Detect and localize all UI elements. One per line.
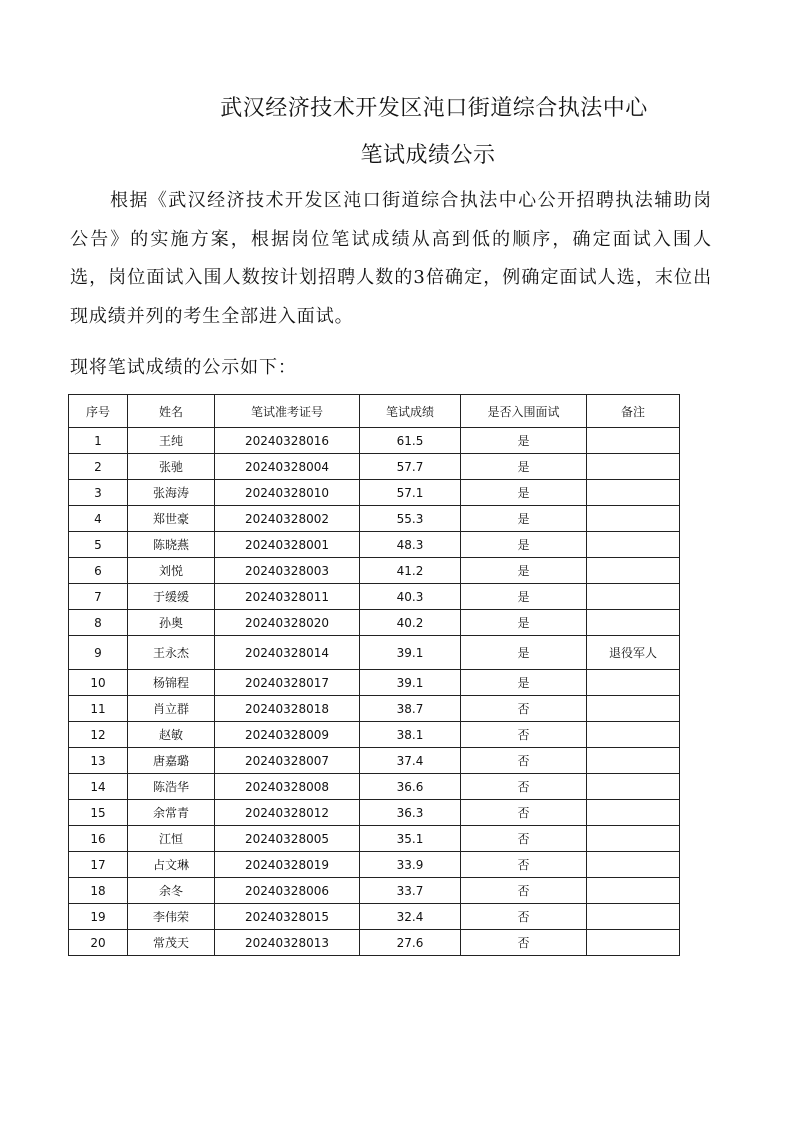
candidate-name-cell: 肖立群 xyxy=(128,696,215,722)
remark-cell xyxy=(587,930,680,956)
score-table xyxy=(68,394,680,956)
written-score-cell: 35.1 xyxy=(360,826,461,852)
header-cell: 笔试准考证号 xyxy=(215,395,360,428)
exam-ticket-number-cell: 20240328020 xyxy=(215,610,360,636)
interview-qualified-cell: 是 xyxy=(461,532,587,558)
exam-ticket-number-cell: 20240328002 xyxy=(215,506,360,532)
written-score-cell: 55.3 xyxy=(360,506,461,532)
exam-ticket-number-cell: 20240328015 xyxy=(215,904,360,930)
remark-cell xyxy=(587,532,680,558)
table-row xyxy=(69,454,680,480)
announcement-paragraph: 根据《武汉经济技术开发区沌口街道综合执法中心公开招聘执法辅助岗公告》的实施方案，根据岗位笔试成绩从高到低的顺序，确定面试入围人选，岗位面试入围人数按计划招聘人数的3倍确定，例确定面试人选，末位出现成绩并列的考生全部进入面试。 xyxy=(70,190,712,327)
candidate-name-cell: 王纯 xyxy=(128,428,215,454)
row-number-cell: 12 xyxy=(69,722,128,748)
interview-qualified-cell: 否 xyxy=(461,930,587,956)
written-score-cell: 39.1 xyxy=(360,670,461,696)
remark-cell xyxy=(587,558,680,584)
remark-cell xyxy=(587,670,680,696)
interview-qualified-cell: 否 xyxy=(461,800,587,826)
interview-qualified-cell: 是 xyxy=(461,558,587,584)
table-row xyxy=(69,506,680,532)
row-number-cell: 14 xyxy=(69,774,128,800)
exam-ticket-number-cell: 20240328001 xyxy=(215,532,360,558)
header-cell: 备注 xyxy=(587,395,680,428)
interview-qualified-cell: 否 xyxy=(461,696,587,722)
document-title: 武汉经济技术开发区沌口街道综合执法中心 xyxy=(220,96,648,121)
exam-ticket-number-cell: 20240328014 xyxy=(215,636,360,670)
table-row xyxy=(69,800,680,826)
candidate-name-cell: 张驰 xyxy=(128,454,215,480)
table-row xyxy=(69,532,680,558)
written-score-cell: 38.7 xyxy=(360,696,461,722)
written-score-cell: 57.1 xyxy=(360,480,461,506)
candidate-name-cell: 孙奥 xyxy=(128,610,215,636)
remark-cell xyxy=(587,878,680,904)
remark-cell xyxy=(587,904,680,930)
candidate-name-cell: 杨锦程 xyxy=(128,670,215,696)
row-number-cell: 5 xyxy=(69,532,128,558)
interview-qualified-cell: 否 xyxy=(461,722,587,748)
remark-cell xyxy=(587,610,680,636)
row-number-cell: 4 xyxy=(69,506,128,532)
written-score-cell: 37.4 xyxy=(360,748,461,774)
table-row xyxy=(69,878,680,904)
table-row xyxy=(69,748,680,774)
row-number-cell: 2 xyxy=(69,454,128,480)
interview-qualified-cell: 是 xyxy=(461,636,587,670)
row-number-cell: 9 xyxy=(69,636,128,670)
interview-qualified-cell: 是 xyxy=(461,670,587,696)
interview-qualified-cell: 是 xyxy=(461,610,587,636)
written-score-cell: 40.3 xyxy=(360,584,461,610)
written-score-cell: 57.7 xyxy=(360,454,461,480)
interview-qualified-cell: 否 xyxy=(461,878,587,904)
written-score-cell: 36.6 xyxy=(360,774,461,800)
table-row xyxy=(69,428,680,454)
written-score-cell: 32.4 xyxy=(360,904,461,930)
exam-ticket-number-cell: 20240328007 xyxy=(215,748,360,774)
row-number-cell: 20 xyxy=(69,930,128,956)
written-score-cell: 33.7 xyxy=(360,878,461,904)
exam-ticket-number-cell: 20240328006 xyxy=(215,878,360,904)
written-score-cell: 61.5 xyxy=(360,428,461,454)
table-row xyxy=(69,636,680,670)
exam-ticket-number-cell: 20240328009 xyxy=(215,722,360,748)
interview-qualified-cell: 是 xyxy=(461,428,587,454)
written-score-cell: 33.9 xyxy=(360,852,461,878)
table-row xyxy=(69,610,680,636)
score-table-header xyxy=(69,395,680,428)
remark-cell xyxy=(587,584,680,610)
interview-qualified-cell: 是 xyxy=(461,480,587,506)
remark-cell: 退役军人 xyxy=(587,636,680,670)
interview-qualified-cell: 否 xyxy=(461,826,587,852)
candidate-name-cell: 陈晓燕 xyxy=(128,532,215,558)
candidate-name-cell: 于缓缓 xyxy=(128,584,215,610)
candidate-name-cell: 余常青 xyxy=(128,800,215,826)
exam-ticket-number-cell: 20240328012 xyxy=(215,800,360,826)
written-score-cell: 48.3 xyxy=(360,532,461,558)
written-score-cell: 27.6 xyxy=(360,930,461,956)
score-table-body xyxy=(69,428,680,956)
candidate-name-cell: 赵敏 xyxy=(128,722,215,748)
table-row xyxy=(69,480,680,506)
candidate-name-cell: 余冬 xyxy=(128,878,215,904)
table-row xyxy=(69,670,680,696)
header-cell: 是否入围面试 xyxy=(461,395,587,428)
remark-cell xyxy=(587,722,680,748)
row-number-cell: 6 xyxy=(69,558,128,584)
remark-cell xyxy=(587,826,680,852)
remark-cell xyxy=(587,454,680,480)
row-number-cell: 11 xyxy=(69,696,128,722)
written-score-cell: 41.2 xyxy=(360,558,461,584)
row-number-cell: 17 xyxy=(69,852,128,878)
remark-cell xyxy=(587,506,680,532)
candidate-name-cell: 常茂天 xyxy=(128,930,215,956)
candidate-name-cell: 李伟荣 xyxy=(128,904,215,930)
written-score-cell: 40.2 xyxy=(360,610,461,636)
row-number-cell: 19 xyxy=(69,904,128,930)
exam-ticket-number-cell: 20240328005 xyxy=(215,826,360,852)
table-row xyxy=(69,696,680,722)
interview-qualified-cell: 是 xyxy=(461,454,587,480)
candidate-name-cell: 刘悦 xyxy=(128,558,215,584)
exam-ticket-number-cell: 20240328011 xyxy=(215,584,360,610)
table-row xyxy=(69,774,680,800)
interview-qualified-cell: 否 xyxy=(461,904,587,930)
row-number-cell: 7 xyxy=(69,584,128,610)
remark-cell xyxy=(587,774,680,800)
interview-qualified-cell: 否 xyxy=(461,852,587,878)
table-row xyxy=(69,722,680,748)
header-row xyxy=(69,395,680,428)
table-row xyxy=(69,826,680,852)
table-row xyxy=(69,558,680,584)
remark-cell xyxy=(587,800,680,826)
remark-cell xyxy=(587,480,680,506)
candidate-name-cell: 郑世豪 xyxy=(128,506,215,532)
candidate-name-cell: 张海涛 xyxy=(128,480,215,506)
interview-qualified-cell: 是 xyxy=(461,584,587,610)
candidate-name-cell: 王永杰 xyxy=(128,636,215,670)
exam-ticket-number-cell: 20240328017 xyxy=(215,670,360,696)
exam-ticket-number-cell: 20240328018 xyxy=(215,696,360,722)
document-subtitle: 笔试成绩公示 xyxy=(360,143,496,168)
candidate-name-cell: 唐嘉璐 xyxy=(128,748,215,774)
interview-qualified-cell: 是 xyxy=(461,506,587,532)
exam-ticket-number-cell: 20240328003 xyxy=(215,558,360,584)
table-row xyxy=(69,584,680,610)
row-number-cell: 10 xyxy=(69,670,128,696)
exam-ticket-number-cell: 20240328004 xyxy=(215,454,360,480)
exam-ticket-number-cell: 20240328016 xyxy=(215,428,360,454)
row-number-cell: 15 xyxy=(69,800,128,826)
written-score-cell: 39.1 xyxy=(360,636,461,670)
remark-cell xyxy=(587,696,680,722)
remark-cell xyxy=(587,748,680,774)
interview-qualified-cell: 否 xyxy=(461,774,587,800)
candidate-name-cell: 江恒 xyxy=(128,826,215,852)
written-score-cell: 36.3 xyxy=(360,800,461,826)
candidate-name-cell: 占文琳 xyxy=(128,852,215,878)
written-score-cell: 38.1 xyxy=(360,722,461,748)
interview-qualified-cell: 否 xyxy=(461,748,587,774)
header-cell: 姓名 xyxy=(128,395,215,428)
row-number-cell: 18 xyxy=(69,878,128,904)
exam-ticket-number-cell: 20240328010 xyxy=(215,480,360,506)
row-number-cell: 13 xyxy=(69,748,128,774)
exam-ticket-number-cell: 20240328019 xyxy=(215,852,360,878)
header-cell: 笔试成绩 xyxy=(360,395,461,428)
table-row xyxy=(69,904,680,930)
exam-ticket-number-cell: 20240328008 xyxy=(215,774,360,800)
table-row xyxy=(69,930,680,956)
exam-ticket-number-cell: 20240328013 xyxy=(215,930,360,956)
row-number-cell: 3 xyxy=(69,480,128,506)
row-number-cell: 8 xyxy=(69,610,128,636)
table-row xyxy=(69,852,680,878)
intro-line: 现将笔试成绩的公示如下： xyxy=(70,357,297,378)
remark-cell xyxy=(587,428,680,454)
remark-cell xyxy=(587,852,680,878)
header-cell: 序号 xyxy=(69,395,128,428)
candidate-name-cell: 陈浩华 xyxy=(128,774,215,800)
row-number-cell: 16 xyxy=(69,826,128,852)
row-number-cell: 1 xyxy=(69,428,128,454)
